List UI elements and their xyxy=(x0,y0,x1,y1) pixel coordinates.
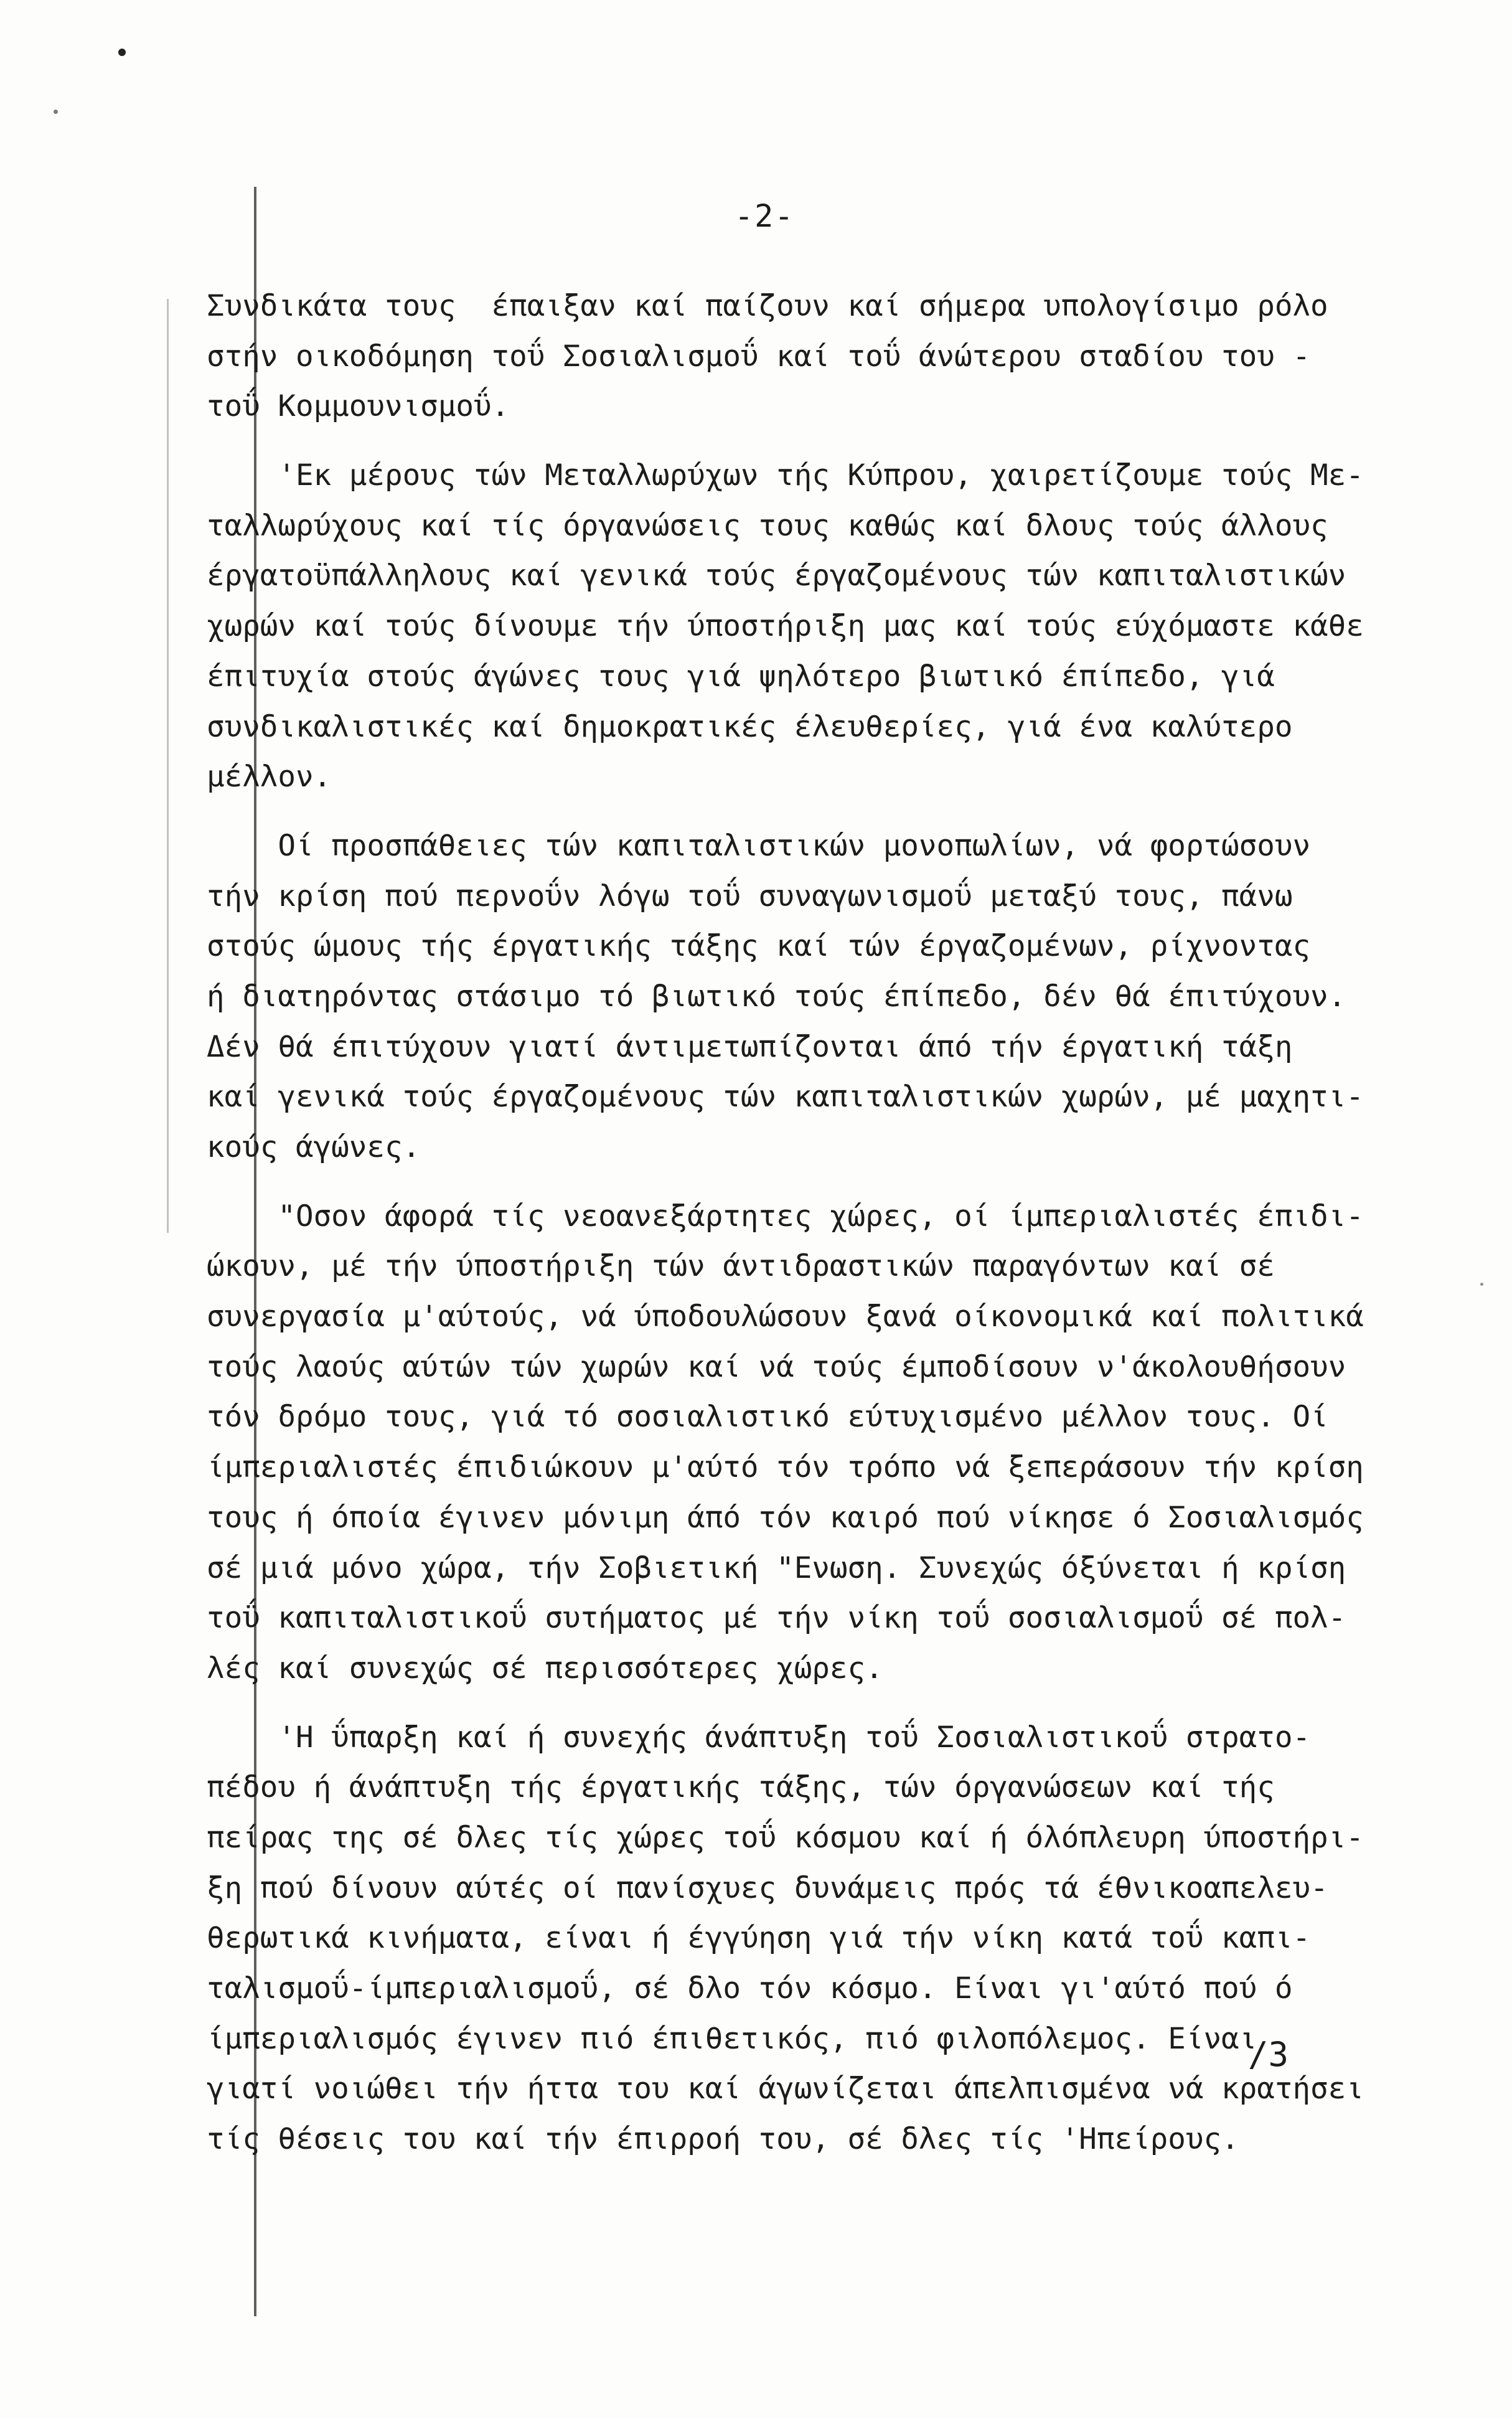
text-line: λές καί συνεχώς σέ περισσότερες χώρες. xyxy=(207,1651,883,1686)
text-line: ίμπεριαλιστές έπιδιώκουν μ'αύτό τόν τρόπο νά ξεπεράσουν τήν κρίση xyxy=(207,1450,1364,1485)
text-line: συνδικαλιστικές καί δημοκρατικές έλευθερίες, γιά ένα καλύτερο xyxy=(207,709,1293,744)
text-line: γιατί νοιώθει τήν ήττα του καί άγωνίζεται άπελπισμένα νά κρατήσει xyxy=(207,2072,1364,2106)
ink-speck xyxy=(118,49,126,56)
text-line: τους ή όποία έγινεν μόνιμη άπό τόν καιρό πού νίκησε ό Σοσιαλισμός xyxy=(207,1500,1364,1535)
text-line: Δέν θά έπιτύχουν γιατί άντιμετωπίζονται άπό τήν έργατική τάξη xyxy=(207,1029,1293,1064)
text-line: σέ μιά μόνο χώρα, τήν Σοβιετική "Ενωση. Συνεχώς όξύνεται ή κρίση xyxy=(207,1550,1346,1585)
text-line: τήν κρίση πού περνοΰν λόγω τοΰ συναγωνισμοΰ μεταξύ τους, πάνω xyxy=(207,879,1293,913)
paragraph-4 xyxy=(207,1192,1458,1694)
text-line: "Οσον άφορά τίς νεοανεξάρτητες χώρες, οί ίμπεριαλιστές έπιδι- xyxy=(207,1199,1364,1233)
fold-line xyxy=(167,299,169,1233)
text-line: ταλισμοΰ-ίμπεριαλισμοΰ, σέ δλο τόν κόσμο. Είναι γι'αύτό πού ό xyxy=(207,1971,1293,2006)
ink-speck xyxy=(54,110,58,114)
text-line: στήν οικοδόμηση τοΰ Σοσιαλισμοΰ καί τοΰ άνώτερου σταδίου του - xyxy=(207,339,1311,374)
text-line: ταλλωρύχους καί τίς όργανώσεις τους καθώς καί δλους τούς άλλους xyxy=(207,508,1328,543)
paragraph-2 xyxy=(207,451,1458,803)
text-line: έργατοϋπάλληλους καί γενικά τούς έργαζομένους τών καπιταλιστικών xyxy=(207,559,1346,593)
text-line: 'Εκ μέρους τών Μεταλλωρύχων τής Κύπρου, χαιρετίζουμε τούς Με- xyxy=(207,458,1364,493)
continuation-mark: /3 xyxy=(1248,2035,1289,2074)
text-line: τόν δρόμο τους, γιά τό σοσιαλιστικό εύτυχισμένο μέλλον τους. Οί xyxy=(207,1400,1328,1435)
paragraph-1 xyxy=(207,281,1458,432)
text-line: κούς άγώνες. xyxy=(207,1130,421,1164)
paragraph-3 xyxy=(207,821,1458,1173)
page-number: -2- xyxy=(735,198,795,234)
text-line: τοΰ καπιταλιστικοΰ συτήματος μέ τήν νίκη τοΰ σοσιαλισμοΰ σέ πολ- xyxy=(207,1601,1346,1636)
text-line: στούς ώμους τής έργατικής τάξης καί τών έργαζομένων, ρίχνοντας xyxy=(207,929,1311,964)
ink-speck xyxy=(1480,1283,1483,1286)
text-line: ώκουν, μέ τήν ύποστήριξη τών άντιδραστικών παραγόντων καί σέ xyxy=(207,1249,1275,1284)
text-line: μέλλον. xyxy=(207,760,332,795)
text-line: έπιτυχία στούς άγώνες τους γιά ψηλότερο βιωτικό έπίπεδο, γιά xyxy=(207,659,1275,694)
text-line: τίς θέσεις του καί τήν έπιρροή του, σέ δλες τίς 'Ηπείρους. xyxy=(207,2122,1239,2157)
text-line: χωρών καί τούς δίνουμε τήν ύποστήριξη μας καί τούς εύχόμαστε κάθε xyxy=(207,609,1364,644)
text-line: καί γενικά τούς έργαζομένους τών καπιταλιστικών χωρών, μέ μαχητι- xyxy=(207,1080,1364,1115)
body-text xyxy=(207,281,1458,2165)
text-line: Οί προσπάθειες τών καπιταλιστικών μονοπωλίων, νά φορτώσουν xyxy=(207,828,1311,863)
text-line: θερωτικά κινήματα, είναι ή έγγύηση γιά τήν νίκη κατά τοΰ καπι- xyxy=(207,1921,1311,1956)
paragraph-5 xyxy=(207,1713,1458,2165)
text-line: πείρας της σέ δλες τίς χώρες τοΰ κόσμου καί ή όλόπλευρη ύποστήρι- xyxy=(207,1820,1364,1855)
text-line: 'Η ΰπαρξη καί ή συνεχής άνάπτυξη τοΰ Σοσιαλιστικοΰ στρατο- xyxy=(207,1720,1311,1755)
text-line: πέδου ή άνάπτυξη τής έργατικής τάξης, τών όργανώσεων καί τής xyxy=(207,1770,1275,1805)
text-line: Συνδικάτα τους έπαιξαν καί παίζουν καί σήμερα υπολογίσιμο ρόλο xyxy=(207,289,1328,323)
text-line: συνεργασία μ'αύτούς, νά ύποδουλώσουν ξανά οίκονομικά καί πολιτικά xyxy=(207,1299,1364,1334)
text-line: ή διατηρόντας στάσιμο τό βιωτικό τούς έπίπεδο, δέν θά έπιτύχουν. xyxy=(207,979,1346,1014)
text-line: ίμπεριαλισμός έγινεν πιό έπιθετικός, πιό φιλοπόλεμος. Είναι xyxy=(207,2021,1257,2056)
text-line: τούς λαούς αύτών τών χωρών καί νά τούς έμποδίσουν ν'άκολουθήσουν xyxy=(207,1349,1346,1384)
text-line: ξη πού δίνουν αύτές οί πανίσχυες δυνάμεις πρός τά έθνικοαπελευ- xyxy=(207,1870,1328,1905)
text-line: τοΰ Κομμουνισμοΰ. xyxy=(207,389,510,424)
